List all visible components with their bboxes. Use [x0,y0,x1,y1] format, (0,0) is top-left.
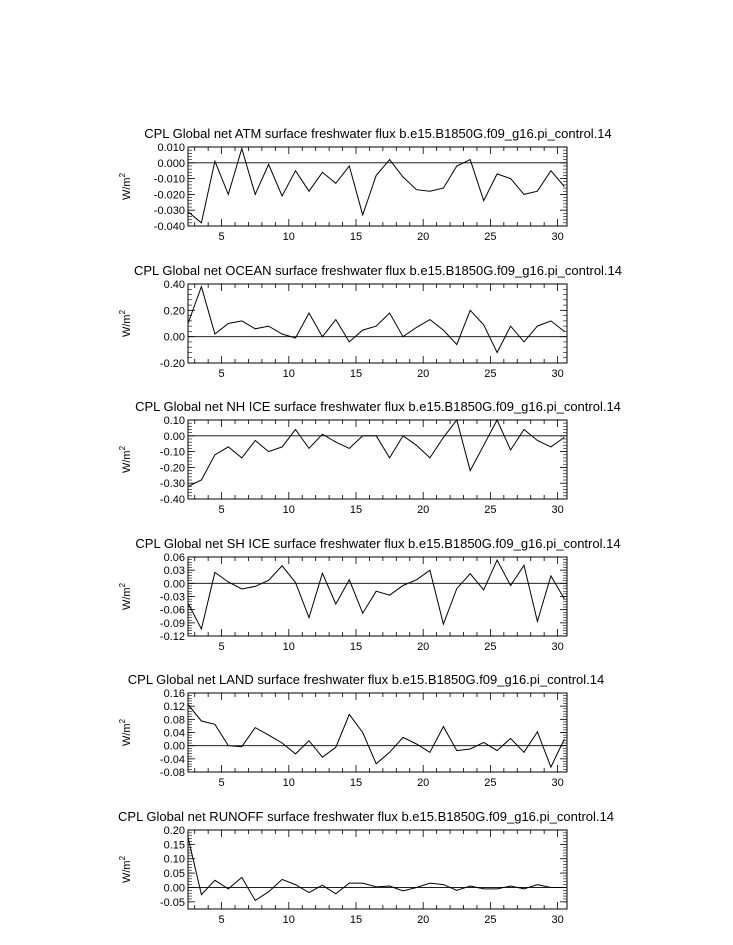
y-tick-label: 0.000 [157,157,185,170]
chart-title: CPL Global net RUNOFF surface freshwater flux b.e15.B1850G.f09_g16.pi_control.14 [118,809,614,824]
x-tick-label: 10 [282,504,295,516]
plot-frame [188,830,567,909]
y-tick-label: 0.10 [163,415,185,427]
chart-title: CPL Global net NH ICE surface freshwater flux b.e15.B1850G.f09_g16.pi_control.14 [135,399,621,414]
y-tick-label: 0.10 [163,853,185,866]
plot-frame [188,557,567,636]
series-line [188,287,564,353]
y-axis-label: $W/m^2$ [118,172,133,201]
y-tick-label: -0.04 [159,753,185,766]
y-tick-label: -0.09 [159,617,185,630]
y-axis-label: $W/m^2$ [118,445,133,474]
x-tick-label: 10 [282,777,295,789]
chart-title: CPL Global net ATM surface freshwater flux b.e15.B1850G.f09_g16.pi_control.14 [144,126,612,141]
x-tick-label: 25 [484,504,497,516]
chart-panel-4 [118,536,621,653]
y-tick-label: 0.00 [163,578,185,591]
x-tick-label: 20 [417,504,430,516]
y-tick-label: -0.03 [159,591,185,604]
y-tick-label: -0.10 [159,446,185,459]
series-line [188,837,564,900]
y-tick-label: -0.20 [159,358,185,370]
x-tick-label: 20 [417,231,430,243]
x-tick-label: 10 [282,368,295,380]
x-tick-label: 25 [484,641,497,653]
x-tick-label: 15 [349,231,363,243]
y-axis-label-superscript: 2 [118,582,127,588]
x-tick-label: 30 [551,777,564,789]
y-tick-label: 0.08 [163,714,185,727]
x-tick-label: 15 [349,504,363,516]
plot-frame [188,284,567,363]
x-tick-label: 20 [417,777,430,789]
y-tick-label: -0.020 [153,189,185,202]
y-tick-label: -0.05 [159,896,185,909]
x-tick-label: 5 [218,368,225,380]
series-line [188,560,564,629]
x-tick-label: 15 [349,914,363,926]
x-tick-label: 20 [417,914,430,926]
y-axis-label-superscript: 2 [118,172,127,178]
y-tick-label: -0.010 [153,173,185,186]
chart-panel-3 [118,399,621,516]
y-tick-label: 0.12 [163,701,185,714]
y-tick-label: 0.04 [163,727,185,740]
x-tick-label: 20 [417,368,430,380]
x-tick-label: 15 [349,641,363,653]
y-axis-label: $W/m^2$ [118,582,133,611]
y-tick-label: 0.00 [163,331,185,344]
y-tick-label: 0.20 [163,305,185,318]
y-tick-label: -0.30 [159,478,185,491]
y-tick-label: -0.06 [159,604,185,617]
y-tick-label: 0.06 [163,552,185,564]
y-axis-label-superscript: 2 [118,445,127,451]
y-tick-label: 0.16 [163,688,185,700]
y-tick-label: 0.05 [163,868,185,881]
x-tick-label: 30 [551,368,564,380]
x-tick-label: 5 [218,777,225,789]
y-tick-label: -0.08 [159,767,185,779]
x-tick-label: 5 [218,641,225,653]
y-tick-label: -0.12 [159,631,185,643]
x-tick-label: 10 [282,231,295,243]
y-tick-label: 0.00 [163,430,185,443]
x-tick-label: 30 [551,641,564,653]
chart-title: CPL Global net OCEAN surface freshwater flux b.e15.B1850G.f09_g16.pi_control.14 [133,263,623,278]
y-tick-label: 0.00 [163,740,185,753]
y-axis-label-superscript: 2 [118,309,127,315]
x-tick-label: 5 [218,231,225,243]
y-tick-label: -0.040 [153,221,185,233]
chart-panel-1 [118,126,612,243]
y-tick-label: 0.20 [163,825,185,837]
x-tick-label: 30 [551,504,564,516]
x-tick-label: 15 [349,777,363,789]
y-tick-label: 0.40 [163,279,185,291]
chart-title: CPL Global net LAND surface freshwater flux b.e15.B1850G.f09_g16.pi_control.14 [127,672,605,687]
chart-panel-2 [118,263,622,380]
chart-title: CPL Global net SH ICE surface freshwater flux b.e15.B1850G.f09_g16.pi_control.14 [135,536,621,551]
x-tick-label: 5 [218,914,225,926]
x-tick-label: 25 [484,777,497,789]
x-tick-label: 20 [417,641,430,653]
y-tick-label: -0.20 [159,462,185,475]
x-tick-label: 10 [282,914,295,926]
y-tick-label: 0.15 [163,839,185,852]
y-tick-label: 0.00 [163,882,185,895]
y-axis-label: $W/m^2$ [118,855,133,884]
series-line [188,705,564,768]
chart-panel-6 [118,809,614,926]
x-tick-label: 30 [551,231,564,243]
x-tick-label: 25 [484,231,497,243]
plot-frame [188,420,567,499]
y-tick-label: -0.030 [153,205,185,218]
y-axis-label: $W/m^2$ [118,718,133,747]
y-axis-label-superscript: 2 [118,718,127,724]
x-tick-label: 10 [282,641,295,653]
x-tick-label: 30 [551,914,564,926]
y-axis-label: $W/m^2$ [118,309,133,338]
y-tick-label: -0.40 [159,494,185,506]
x-tick-label: 15 [349,368,363,380]
x-tick-label: 5 [218,504,225,516]
y-tick-label: 0.010 [157,142,185,154]
series-line [188,149,564,223]
y-axis-label-superscript: 2 [118,855,127,861]
y-tick-label: 0.03 [163,565,185,578]
x-tick-label: 25 [484,914,497,926]
series-line [188,420,564,486]
plot-frame [188,693,567,772]
chart-panel-5 [118,672,604,789]
x-tick-label: 25 [484,368,497,380]
